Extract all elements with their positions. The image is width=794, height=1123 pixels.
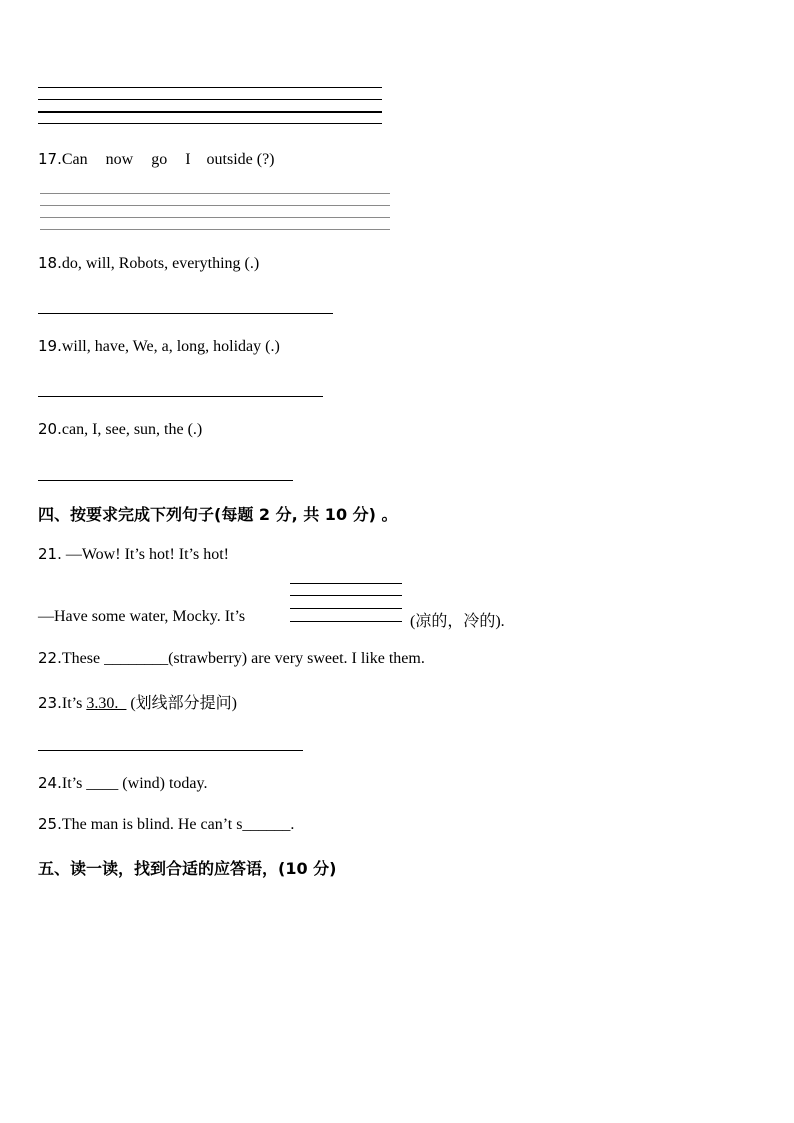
question-21-hint: (凉的，冷的).: [410, 613, 505, 630]
question-text: will, have, We, a, long, holiday (.): [61, 338, 280, 355]
question-text: These ________(strawberry) are very sweet. I like them.: [61, 650, 425, 667]
punctuation-hint: (?): [256, 151, 275, 168]
question-21-line1: [38, 545, 229, 564]
word: Can: [61, 151, 88, 168]
question-21-line2: —Have some water, Mocky. It’s: [38, 608, 246, 625]
question-19: [38, 337, 280, 356]
question-number: 22.: [38, 649, 62, 667]
answer-line-20: [38, 480, 293, 481]
question-text: do, will, Robots, everything (.): [61, 255, 260, 272]
answer-line-18: [38, 313, 333, 314]
question-number: 19.: [38, 337, 62, 355]
question-number: 20.: [38, 420, 62, 438]
answer-line-23: [38, 750, 303, 751]
question-22: [38, 649, 425, 668]
section-5-heading: 五、读一读，找到合适的应答语，(10 分): [38, 859, 337, 878]
question-number: 25.: [38, 815, 62, 833]
word: go: [151, 151, 168, 168]
question-number: 21.: [38, 545, 62, 563]
question-hint: (划线部分提问): [126, 695, 237, 712]
question-18: [38, 254, 259, 273]
question-text: —Wow! It’s hot! It’s hot!: [61, 546, 229, 563]
question-text: can, I, see, sun, the (.): [61, 421, 203, 438]
question-24: [38, 774, 207, 793]
question-20: [38, 420, 202, 439]
word: outside: [206, 151, 253, 168]
question-17: [38, 150, 275, 169]
answer-line-19: [38, 396, 323, 397]
question-23: [38, 690, 237, 713]
question-text: It’s ____ (wind) today.: [61, 775, 208, 792]
section-4-heading: 四、按要求完成下列句子(每题 2 分, 共 10 分) 。: [38, 505, 398, 524]
question-text: The man is blind. He can’t s______.: [61, 816, 295, 833]
question-number: 18.: [38, 254, 62, 272]
underlined-part: 3.30._: [86, 695, 127, 712]
question-25: [38, 815, 294, 834]
question-text: It’s: [61, 695, 87, 712]
question-number: 17.: [38, 150, 62, 168]
question-number: 24.: [38, 774, 62, 792]
word: I: [185, 151, 191, 168]
question-number: 23.: [38, 694, 62, 712]
word: now: [105, 151, 134, 168]
